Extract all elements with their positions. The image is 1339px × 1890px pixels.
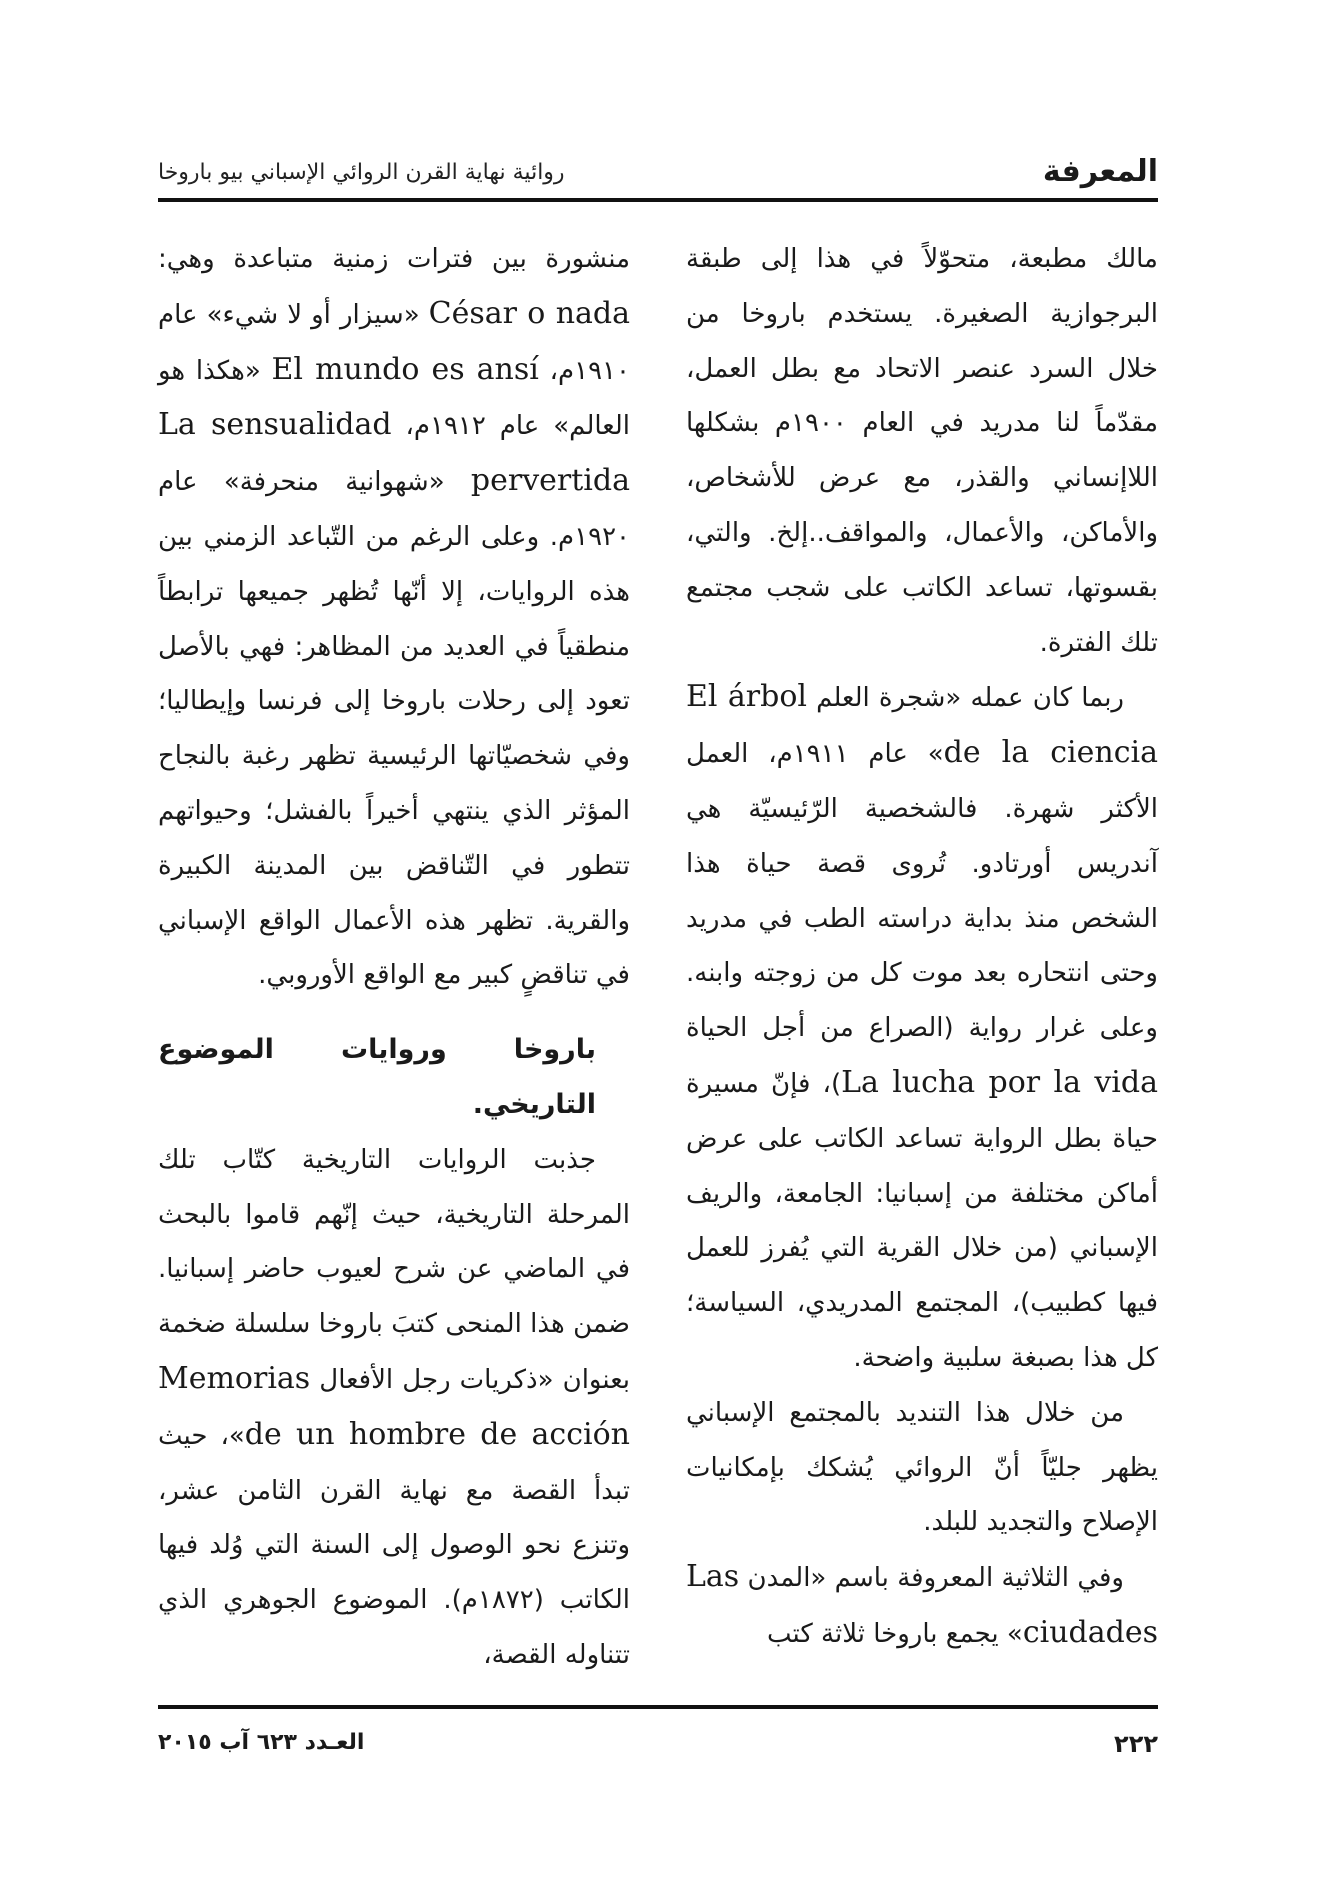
spacer xyxy=(158,1003,630,1023)
header-rule xyxy=(158,198,1158,202)
paragraph: من خلال هذا التنديد بالمجتمع الإسباني يظهر جليّاً أنّ الروائي يُشكك بإمكانيات الإصلاح والتجديد للبلد. xyxy=(686,1397,1158,1538)
running-title: روائية نهاية القرن الروائي الإسباني بيو باروخا xyxy=(158,160,565,185)
spanish-title: César o nada xyxy=(428,295,630,331)
section-heading: باروخا وروايات الموضوع التاريخي. xyxy=(158,1034,596,1120)
page-header xyxy=(158,150,1158,200)
page-number: ٢٢٢ xyxy=(1114,1730,1158,1758)
right-column xyxy=(686,232,1158,1662)
footer-rule xyxy=(158,1705,1158,1709)
paragraph: منشورة بين فترات زمنية متباعدة وهي: César o nada «سيزار أو لا شيء» عام ١٩١٠م، El mundo es ansí «هكذا هو العالم» عام ١٩١٢م، La sensualidad pervertida «شهوانية منحرفة» عام ١٩٢٠م. وعلى الرغم من التّباعد الزمني بين هذه الروايات، إلا أنّها تُظهر جميعها ترابطاً منطقياً في العديد من المظاهر: فهي بالأصل تعود إلى رحلات باروخا إلى فرنسا وإيطاليا؛ وفي شخصيّاتها الرئيسية تظهر رغبة بالنجاح المؤثر الذي ينتهي أخيراً بالفشل؛ وحيواتهم تتطور في التّناقض بين المدينة الكبيرة والقرية. تظهر هذه الأعمال الواقع الإسباني في تناقضٍ كبير مع الواقع الأوروبي. xyxy=(158,244,630,991)
spanish-title: La sensualidad pervertida xyxy=(158,407,630,499)
spanish-title: Las ciudades xyxy=(686,1559,1158,1650)
spanish-title: El mundo es ansí xyxy=(271,351,539,387)
spanish-title: La lucha por la vida xyxy=(841,1064,1158,1100)
issue-info: العـدد ٦٢٣ آب ٢٠١٥ xyxy=(158,1730,365,1755)
paragraph: وفي الثلاثية المعروفة باسم «المدن Las ciudades» يجمع باروخا ثلاثة كتب xyxy=(686,1559,1158,1650)
spanish-title: El árbol de la ciencia xyxy=(686,679,1158,771)
spanish-title: Memorias de un hombre de acción xyxy=(158,1360,630,1452)
paragraph: جذبت الروايات التاريخية كتّاب تلك المرحلة التاريخية، حيث إنّهم قاموا بالبحث في الماضي عن شرح لعيوب حاضر إسبانيا. ضمن هذا المنحى كتبَ باروخا سلسلة ضخمة بعنوان «ذكريات رجل الأفعال Memorias de un hombre de acción»، حيث تبدأ القصة مع نهاية القرن الثامن عشر، وتنزع نحو الوصول إلى السنة التي وُلد فيها الكاتب (١٨٧٢م). الموضوع الجوهري الذي تتناوله القصة، xyxy=(158,1144,630,1670)
paragraph: ربما كان عمله «شجرة العلم El árbol de la ciencia» عام ١٩١١م، العمل الأكثر شهرة. فالشخصية الرّئيسيّة هي آندريس أورتادو. تُروى قصة حياة هذا الشخص منذ بداية دراسته الطب في مدريد وحتى انتحاره بعد موت كل من زوجته وابنه. وعلى غرار رواية (الصراع من أجل الحياة La lucha por la vida)، فإنّ مسيرة حياة بطل الرواية تساعد الكاتب على عرض أماكن مختلفة من إسبانيا: الجامعة، والريف الإسباني (من خلال القرية التي يُفرز للعمل فيها كطبيب)، المجتمع المدريدي، السياسة؛ كل هذا بصبغة سلبية واضحة. xyxy=(686,679,1158,1373)
magazine-logo: المعرفة xyxy=(1042,154,1158,189)
left-column xyxy=(158,232,630,1683)
page-footer xyxy=(158,1730,1158,1770)
paragraph: مالك مطبعة، متحوّلاً في هذا إلى طبقة البرجوازية الصغيرة. يستخدم باروخا من خلال السرد عنصر الاتحاد مع بطل العمل، مقدّماً لنا مدريد في العام ١٩٠٠م بشكلها اللاإنساني والقذر، مع عرض للأشخاص، والأماكن، والأعمال، والمواقف..إلخ. والتي، بقسوتها، تساعد الكاتب على شجب مجتمع تلك الفترة. xyxy=(686,244,1158,658)
